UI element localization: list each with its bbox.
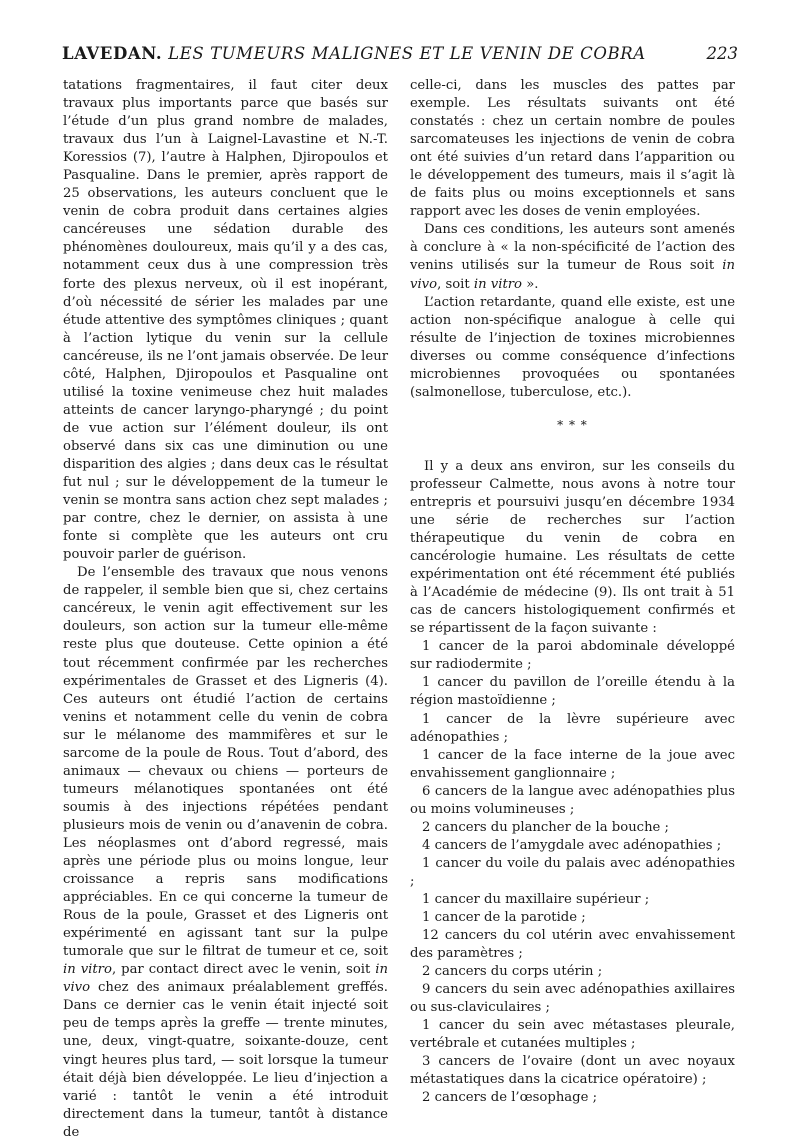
list-item: 3 cancers de l’ovaire (dont un avec noyaux métastatiques dans la cicatrice opératoire) ; [410,1054,735,1088]
list-item: 9 cancers du sein avec adénopathies axillaires ou sus-claviculaires ; [410,982,735,1016]
paragraph: tatations fragmentaires, il faut citer deux travaux plus importants parce que basés sur l’étude d’un plus grand nombre de malades, travaux dus l’un à Laignel-Lavastine et N.-T. Koressios (7), l’autre à Halphen, Djiropoulos et Pasqualine. Dans le premier, après rapport de 25 observations, les auteurs concluent que le venin de cobra produit dans certaines algies cancéreuses une sédation durable des phénomènes douloureux, mais qu’il y a des cas, notamment ceux dus à une compression très forte des plexus nerveux, où il est inopérant, d’où nécessité de sérier les malades par une étude attentive des symptômes cliniques ; quant à l’action lytique du venin sur la cellule cancéreuse, ils ne l’ont jamais observée. De leur côté, Halphen, Djiropoulos et Pasqualine ont utilisé la toxine venimeuse chez huit malades atteints de cancer laryngo-pharyngé ; du point de vue action sur l’élément douleur, ils ont observé dans six cas une diminution ou une disparition des algies ; dans deux cas le résultat fut nul ; sur le développement de la tumeur le venin se montra sans action chez sept malades ; par contre, chez le dernier, on assista à une fonte si complète que les auteurs ont cru pouvoir parler de guérison. [63,78,388,563]
paragraph [410,221,735,293]
text-run: , par contact direct avec le venin, soit [111,962,376,978]
italic-term: in vitro [473,276,522,292]
list-item: 1 cancer du sein avec métastases pleurale, vertébrale et cutanées multiples ; [410,1018,735,1052]
text-run: Dans ces conditions, les auteurs sont amenés à conclure à « la non-spécificité de l’action des venins utilisés sur la tumeur de Rous soit [410,222,735,274]
running-header [62,44,738,70]
text-run: chez des animaux préalablement greffés. Dans ce dernier cas le venin était injecté soit peu de temps après la greffe — trente minutes, une, deux, vingt-quatre, soixante-douze, cent vingt heures plus tard, — soit lorsque la tumeur était déjà bien développée. Le lieu d’injection a varié : tantôt le venin a été introduit directement dans la tumeur, tantôt à distance de [63,980,388,1140]
list-item: 1 cancer de la paroi abdominale développé sur radiodermite ; [410,639,735,673]
section-separator: * * * [557,417,588,432]
italic-term: in vivo [63,962,388,996]
text-run: , soit [437,276,474,292]
list-item: 1 cancer du pavillon de l’oreille étendu à la région mastoïdienne ; [410,675,735,709]
text-run: ». [522,276,539,292]
header-title: LES TUMEURS MALIGNES ET LE VENIN DE COBRA [168,44,646,63]
left-column [63,77,388,1142]
list-item: 12 cancers du col utérin avec envahissement des paramètres ; [410,928,735,962]
paragraph: L’action retardante, quand elle existe, est une action non-spécifique analogue à celle qui résulte de l’injection de toxines microbiennes diverses ou comme conséquence d’infections microbiennes provoquées ou spontanées (salmonellose, tuberculose, etc.). [410,294,735,400]
list-item: 2 cancers du corps utérin ; [422,964,603,980]
italic-term: in vitro [63,962,112,978]
paragraph [63,564,388,1142]
list-item: 4 cancers de l’amygdale avec adénopathies ; [422,837,722,853]
list-item: 1 cancer de la face interne de la joue avec envahissement ganglionnaire ; [410,747,735,781]
italic-term: in vivo [410,258,735,292]
list-item: 1 cancer de la lèvre supérieure avec adénopathies ; [410,711,735,745]
text-run: De l’ensemble des travaux que nous venons de rappeler, il semble bien que si, chez certains cancéreux, le venin agit effectivement sur les douleurs, son action sur la tumeur elle-même reste plus que douteuse. Cette opinion a été tout récemment confirmée par les recherches expérimentales de Grasset et des Ligneris (4). Ces auteurs ont étudié l’action de certains venins et notamment celle du venin de cobra sur le mélanome des mammifères et sur le sarcome de la poule de Rous. Tout d’abord, des animaux — chevaux ou chiens — porteurs de tumeurs mélanotiques spontanées ont été soumis à des injections répétées pendant plusieurs mois de venin ou d’anavenin de cobra. Les néoplasmes ont d’abord regressé, mais après une période plus ou moins longue, leur croissance a repris sans modifications appréciables. En ce qui concerne la tumeur de Rous de la poule, Grasset et des Ligneris ont expérimenté en agissant tant sur la pulpe tumorale que sur le filtrat de tumeur et ce, soit [63,565,388,960]
list-item: 6 cancers de la langue avec adénopathies plus ou moins volumineuses ; [410,783,735,817]
list-item: 2 cancers du plancher de la bouche ; [422,819,670,835]
list-item: 1 cancer de la parotide ; [422,910,586,926]
page-number: 223 [706,44,738,63]
paragraph: celle-ci, dans les muscles des pattes par exemple. Les résultats suivants ont été constatés : chez un certain nombre de poules sarcomateuses les injections de venin de cobra ont été suivies d’un retard dans l’apparition ou le développement des tumeurs, mais il s’agit là de faits plus ou moins exceptionnels et sans rapport avec les doses de venin employées. [410,78,735,220]
paragraph: Il y a deux ans environ, sur les conseils du professeur Calmette, nous avons à notre tour entrepris et poursuivi jusqu’en décembre 1934 une série de recherches sur l’action thérapeutique du venin de cobra en cancérologie humaine. Les résultats de cette expérimentation ont été récemment été publiés à l’Académie de médecine (9). Ils ont trait à 51 cas de cancers histologiquement confirmés et se répartissent de la façon suivante : [410,458,735,637]
list-item: 1 cancer du voile du palais avec adénopathies ; [410,855,735,889]
list-item: 2 cancers de l’œsophage ; [422,1090,598,1106]
list-item: 1 cancer du maxillaire supérieur ; [422,891,650,907]
running-title [62,44,646,63]
spacer [410,448,735,458]
header-author: LAVEDAN. [62,44,163,63]
right-column [410,77,735,1108]
